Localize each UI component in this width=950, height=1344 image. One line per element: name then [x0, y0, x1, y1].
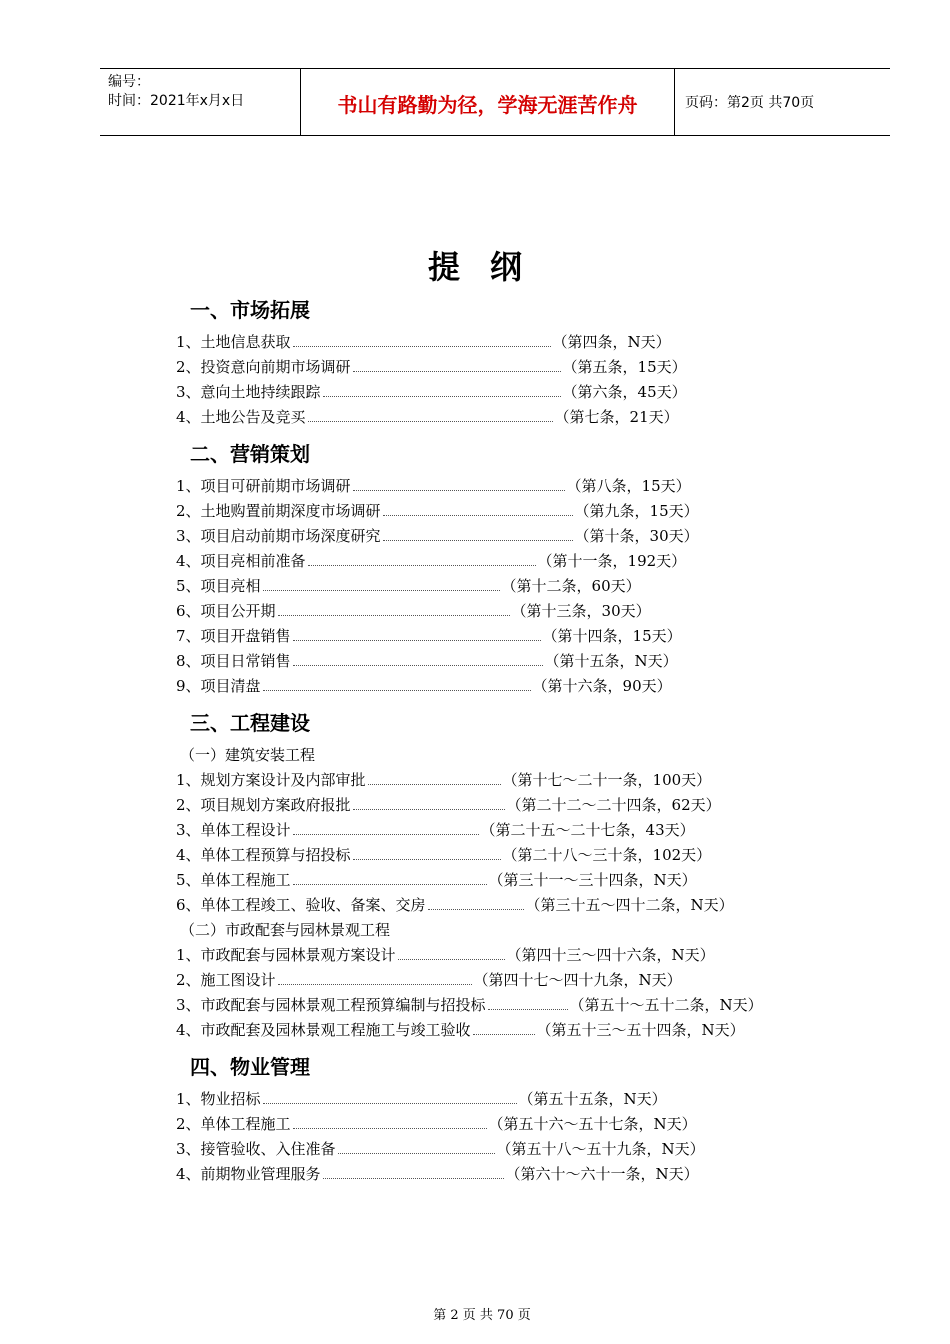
outline-item-reference: （第十六条，90天） [532, 677, 672, 695]
outline-item [176, 624, 816, 649]
outline-item-text: 3、单体工程设计 [176, 821, 291, 839]
leader-dots [293, 345, 551, 347]
leader-dots [338, 1152, 495, 1154]
outline-item [176, 524, 816, 549]
outline-item-text: 9、项目清盘 [176, 677, 261, 695]
section-title: 四、物业管理 [190, 1055, 310, 1079]
outline-item-reference: （第三十五～四十二条，N天） [525, 896, 734, 914]
outline-item-reference: （第六条，45天） [562, 383, 687, 401]
document-title: 提纲 [427, 248, 552, 286]
outline-item [176, 574, 816, 599]
outline-item-text: 5、项目亮相 [176, 577, 261, 595]
leader-dots [293, 883, 487, 885]
outline-item [176, 1112, 816, 1137]
outline-item-text: 4、项目亮相前准备 [176, 552, 306, 570]
header-meta [100, 69, 301, 135]
leader-dots [263, 589, 500, 591]
outline-item-reference: （第六十～六十一条，N天） [505, 1165, 699, 1183]
outline-item [176, 649, 816, 674]
outline-item-reference: （第十条，30天） [574, 527, 699, 545]
page-header [100, 68, 890, 136]
outline-item [176, 868, 816, 893]
leader-dots [263, 689, 531, 691]
outline-item [176, 549, 816, 574]
subsection-title: （二）市政配套与园林景观工程 [180, 921, 391, 939]
outline-item-reference: （第八条，15天） [566, 477, 691, 495]
outline-item [176, 599, 816, 624]
outline-item [176, 968, 816, 993]
leader-dots [323, 1177, 504, 1179]
leader-dots [293, 664, 543, 666]
leader-dots [293, 833, 479, 835]
outline-item-text: 2、土地购置前期深度市场调研 [176, 502, 381, 520]
page-footer: 第 2 页 共 70 页 [433, 1308, 531, 1323]
outline-item-text: 3、接管验收、入住准备 [176, 1140, 336, 1158]
outline-item [176, 793, 816, 818]
outline-item-reference: （第二十五～二十七条，43天） [480, 821, 695, 839]
section-title: 一、市场拓展 [190, 298, 310, 322]
leader-dots [398, 958, 505, 960]
leader-dots [278, 983, 472, 985]
outline-item-text: 1、规划方案设计及内部审批 [176, 771, 366, 789]
outline-item-reference: （第十七～二十一条，100天） [502, 771, 712, 789]
outline-item-text: 5、单体工程施工 [176, 871, 291, 889]
outline-item-text: 4、土地公告及竞买 [176, 408, 306, 426]
outline-item [176, 474, 816, 499]
leader-dots [383, 539, 573, 541]
outline-item-reference: （第五条，15天） [562, 358, 687, 376]
outline-item [176, 768, 816, 793]
leader-dots [353, 858, 501, 860]
outline-item [176, 355, 816, 380]
outline-item-reference: （第七条，21天） [554, 408, 679, 426]
outline-item-text: 1、物业招标 [176, 1090, 261, 1108]
leader-dots [383, 514, 573, 516]
outline-item [176, 674, 816, 699]
leader-dots [428, 908, 524, 910]
header-page-info: 页码：第2页 共70页 [685, 95, 815, 111]
outline-item-reference: （第二十二～二十四条，62天） [506, 796, 721, 814]
outline-item-text: 2、项目规划方案政府报批 [176, 796, 351, 814]
leader-dots [368, 783, 501, 785]
leader-dots [278, 614, 510, 616]
outline-item-text: 4、单体工程预算与招投标 [176, 846, 351, 864]
outline-item [176, 1087, 816, 1112]
outline-item-text: 1、项目可研前期市场调研 [176, 477, 351, 495]
outline-item-text: 8、项目日常销售 [176, 652, 291, 670]
outline-item-reference: （第九条，15天） [574, 502, 699, 520]
outline-item-text: 7、项目开盘销售 [176, 627, 291, 645]
outline-item-text: 6、项目公开期 [176, 602, 276, 620]
outline-item-reference: （第五十～五十二条，N天） [569, 996, 763, 1014]
subsection-title: （一）建筑安装工程 [180, 746, 316, 764]
leader-dots [263, 1102, 517, 1104]
outline-item [176, 818, 816, 843]
outline-item-text: 3、市政配套与园林景观工程预算编制与招投标 [176, 996, 486, 1014]
outline-item-text: 2、施工图设计 [176, 971, 276, 989]
outline-item-reference: （第十四条，15天） [542, 627, 682, 645]
outline-item [176, 993, 816, 1018]
leader-dots [353, 489, 565, 491]
outline-item-reference: （第十五条，N天） [544, 652, 678, 670]
outline-item-text: 2、投资意向前期市场调研 [176, 358, 351, 376]
outline-item-reference: （第十三条，30天） [511, 602, 651, 620]
section-title: 三、工程建设 [190, 711, 310, 735]
outline-item-reference: （第五十五条，N天） [518, 1090, 667, 1108]
leader-dots [323, 395, 561, 397]
outline-item [176, 893, 816, 918]
outline-item-text: 1、市政配套与园林景观方案设计 [176, 946, 396, 964]
outline-item [176, 330, 816, 355]
outline-item-reference: （第五十六～五十七条，N天） [488, 1115, 697, 1133]
outline-item-text: 6、单体工程竣工、验收、备案、交房 [176, 896, 426, 914]
outline-item-text: 3、意向土地持续跟踪 [176, 383, 321, 401]
outline-item-reference: （第二十八～三十条，102天） [502, 846, 712, 864]
outline-item [176, 943, 816, 968]
leader-dots [353, 808, 505, 810]
leader-dots [293, 639, 541, 641]
leader-dots [473, 1033, 535, 1035]
outline-item [176, 380, 816, 405]
leader-dots [308, 420, 553, 422]
outline-item [176, 1162, 816, 1187]
outline-item-text: 4、前期物业管理服务 [176, 1165, 321, 1183]
outline-item-reference: （第十一条，192天） [537, 552, 687, 570]
outline-item-text: 1、土地信息获取 [176, 333, 291, 351]
outline-item [176, 499, 816, 524]
leader-dots [308, 564, 536, 566]
outline-item-reference: （第三十一～三十四条，N天） [488, 871, 697, 889]
header-time-label: 时间：2021年x月x日 [108, 93, 245, 109]
section-title: 二、营销策划 [190, 442, 310, 466]
header-motto: 书山有路勤为径，学海无涯苦作舟 [301, 69, 675, 135]
leader-dots [488, 1008, 568, 1010]
leader-dots [293, 1127, 487, 1129]
outline-item-reference: （第五十三～五十四条，N天） [536, 1021, 745, 1039]
outline-item [176, 1018, 816, 1043]
outline-item [176, 1137, 816, 1162]
header-number-label: 编号： [108, 74, 150, 90]
outline-item-reference: （第四十三～四十六条，N天） [506, 946, 715, 964]
outline-item [176, 405, 816, 430]
outline-item-reference: （第五十八～五十九条，N天） [496, 1140, 705, 1158]
outline-content [176, 294, 816, 1187]
outline-item-text: 2、单体工程施工 [176, 1115, 291, 1133]
outline-item [176, 843, 816, 868]
leader-dots [353, 370, 561, 372]
outline-item-reference: （第四条，N天） [552, 333, 671, 351]
outline-item-reference: （第四十七～四十九条，N天） [473, 971, 682, 989]
outline-item-reference: （第十二条，60天） [501, 577, 641, 595]
outline-item-text: 3、项目启动前期市场深度研究 [176, 527, 381, 545]
outline-item-text: 4、市政配套及园林景观工程施工与竣工验收 [176, 1021, 471, 1039]
